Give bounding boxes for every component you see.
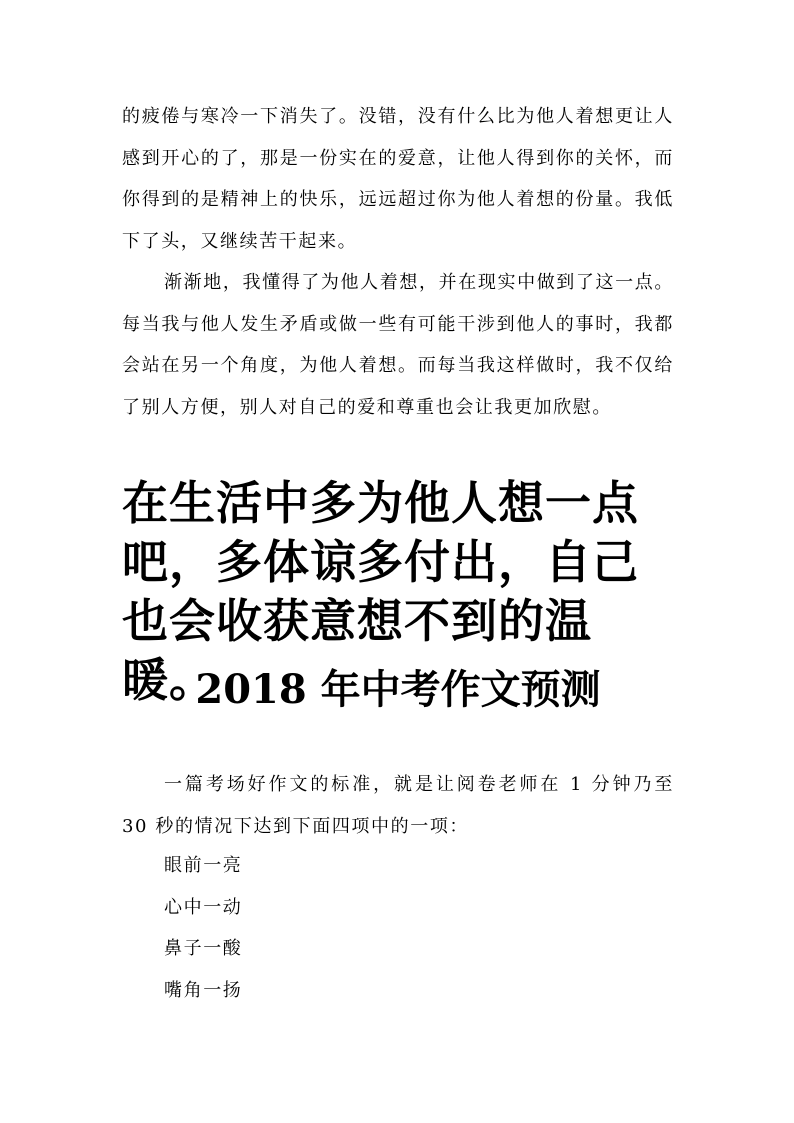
paragraph-2: 渐渐地，我懂得了为他人着想，并在现实中做到了这一点。每当我与他人发生矛盾或做一些有可能干涉到他人的事时，我都会站在另一个角度，为他人着想。而每当我这样做时，我不仅给了别人方便，别人对自己的爱和尊重也会让我更加欣慰。 <box>122 272 674 418</box>
criteria-item: 嘴角一扬 <box>164 979 243 1001</box>
criteria-item: 眼前一亮 <box>164 855 243 876</box>
criteria-item: 鼻子一酸 <box>164 938 243 959</box>
section-title: 2018 年中考作文预测 <box>195 666 601 713</box>
conclusion-text: 在生活中多为他人想一点吧，多体谅多付出，自己也会收获意想不到的温暖。 <box>122 476 639 707</box>
criteria-item: 心中一动 <box>164 896 243 918</box>
criteria-list <box>164 845 242 1011</box>
intro-paragraph: 一篇考场好作文的标准，就是让阅卷老师在 1 分钟乃至 30 秒的情况下达到下面四项中的一项： <box>122 774 674 837</box>
paragraph-1: 的疲倦与寒冷一下消失了。没错，没有什么比为他人着想更让人感到开心的了，那是一份实在的爱意，让他人得到你的关怀，而你得到的是精神上的快乐，远远超过你为他人着想的份量。我低下了头，又继续苦干起来。 <box>122 106 674 252</box>
